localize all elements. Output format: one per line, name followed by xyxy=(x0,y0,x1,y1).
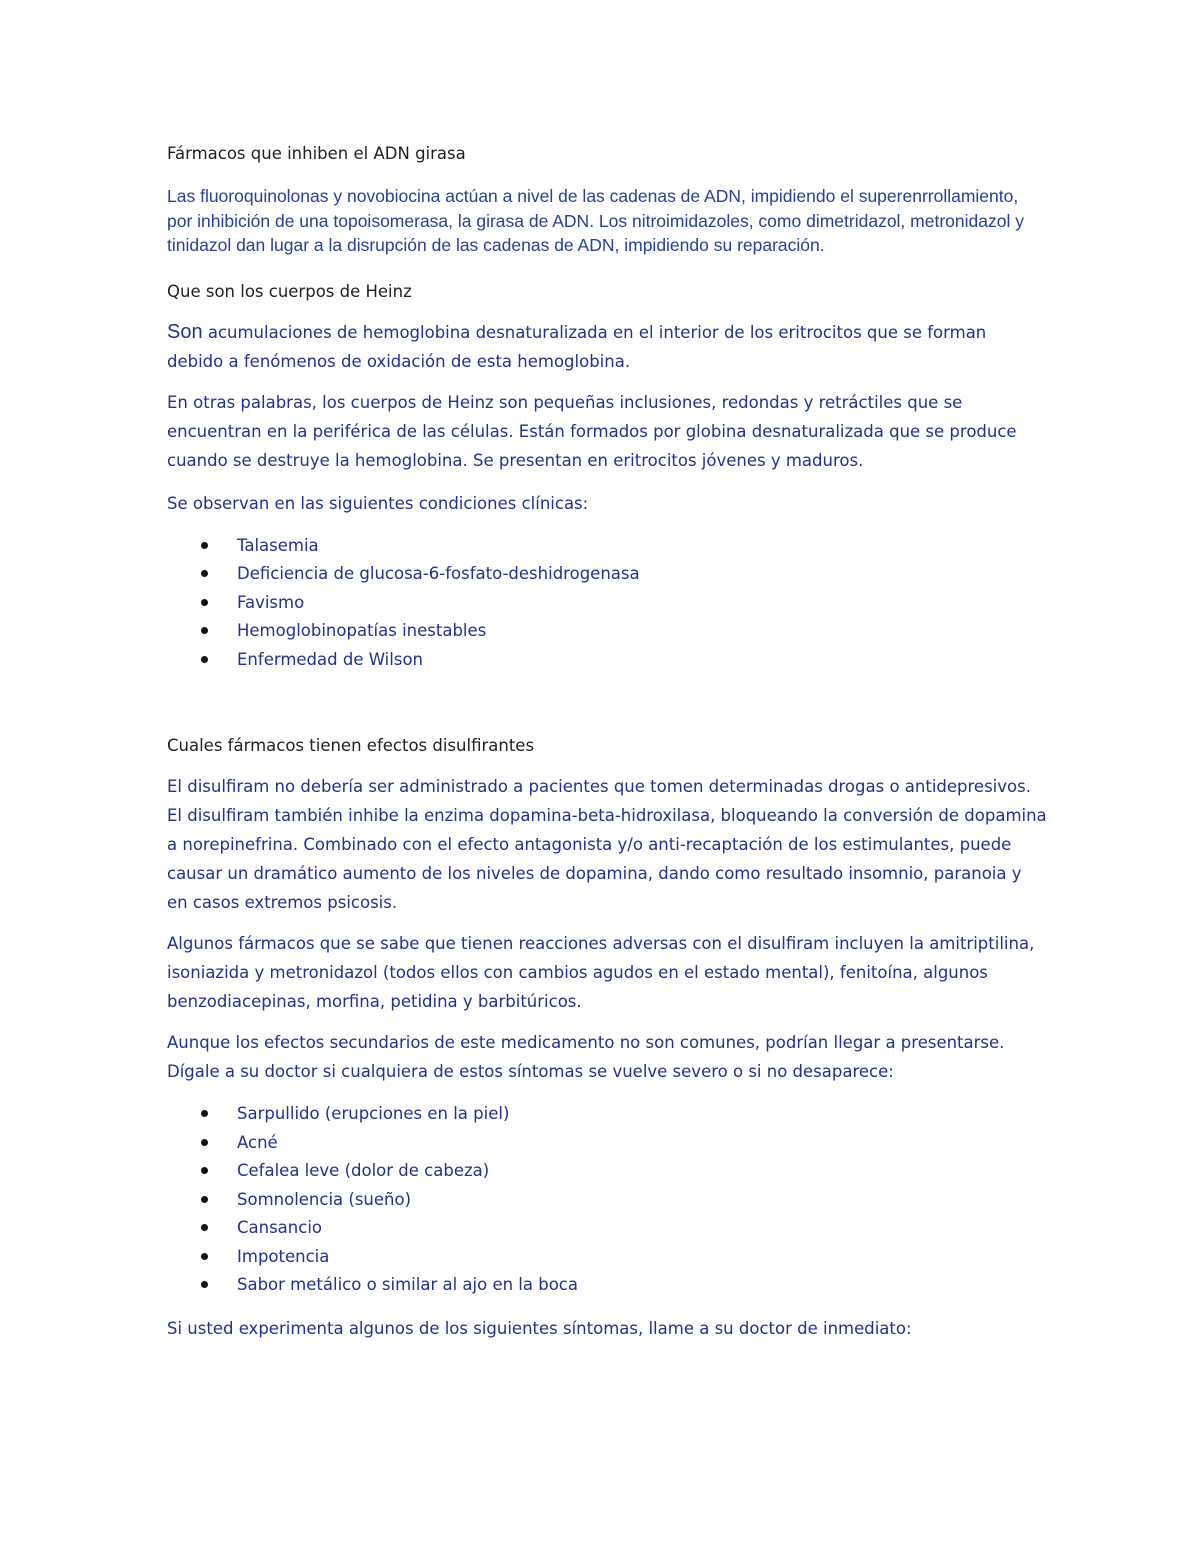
list-item: Acné xyxy=(167,1129,1047,1158)
paragraph-side-effects-intro: Aunque los efectos secundarios de este medicamento no son comunes, podrían llegar a presentarse. Dígale a su doctor si cualquiera de estos síntomas se vuelve severo o si no desaparece: xyxy=(167,1033,1005,1081)
lead-word: Son xyxy=(167,320,203,343)
section-heading-adn-girasa: Fármacos que inhiben el ADN girasa xyxy=(167,144,466,163)
list-item: Sarpullido (erupciones en la piel) xyxy=(167,1100,1047,1129)
bullet-icon xyxy=(201,599,208,606)
bullet-icon xyxy=(201,1139,208,1146)
paragraph-heinz-conditions-intro: Se observan en las siguientes condiciones clínicas: xyxy=(167,493,589,513)
bullet-icon xyxy=(201,1224,208,1231)
paragraph-urgent-symptoms: Si usted experimenta algunos de los siguientes síntomas, llame a su doctor de inmediato: xyxy=(167,1318,912,1338)
paragraph-heinz-definition-text: acumulaciones de hemoglobina desnaturalizada en el interior de los eritrocitos que se forman debido a fenómenos de oxidación de esta hemoglobina. xyxy=(167,322,987,371)
bullet-icon xyxy=(201,1253,208,1260)
conditions-list xyxy=(167,532,1047,675)
paragraph-adn-girasa: Las fluoroquinolonas y novobiocina actúan a nivel de las cadenas de ADN, impidiendo el superenrrollamiento, por inhibición de una topoisomerasa, la girasa de ADN. Los nitroimidazoles, como dimetridazol, metronidazol y tinidazol dan lugar a la disrupción de las cadenas de ADN, impidiendo su reparación. xyxy=(167,186,1024,255)
section-heading-disulfirantes: Cuales fármacos tienen efectos disulfirantes xyxy=(167,736,535,755)
list-item: Deficiencia de glucosa-6-fosfato-deshidrogenasa xyxy=(167,560,1047,589)
paragraph-disulfiram-reactions: Algunos fármacos que se sabe que tienen reacciones adversas con el disulfiram incluyen la amitriptilina, isoniazida y metronidazol (todos ellos con cambios agudos en el estado mental), fenitoína, algunos benzodiacepinas, morfina, petidina y barbitúricos. xyxy=(167,934,1035,1011)
bullet-icon xyxy=(201,627,208,634)
list-item: Hemoglobinopatías inestables xyxy=(167,617,1047,646)
bullet-icon xyxy=(201,656,208,663)
bullet-icon xyxy=(201,542,208,549)
document-body xyxy=(167,142,1047,1343)
bullet-icon xyxy=(201,1281,208,1288)
list-item: Impotencia xyxy=(167,1243,1047,1272)
paragraph-heinz-definition xyxy=(167,318,1047,376)
list-item: Sabor metálico o similar al ajo en la boca xyxy=(167,1271,1047,1300)
list-item: Cefalea leve (dolor de cabeza) xyxy=(167,1157,1047,1186)
list-item: Cansancio xyxy=(167,1214,1047,1243)
list-item: Enfermedad de Wilson xyxy=(167,646,1047,675)
bullet-icon xyxy=(201,1110,208,1117)
bullet-icon xyxy=(201,570,208,577)
list-item: Talasemia xyxy=(167,532,1047,561)
bullet-icon xyxy=(201,1167,208,1174)
paragraph-heinz-description: En otras palabras, los cuerpos de Heinz son pequeñas inclusiones, redondas y retráctiles que se encuentran en la periférica de las células. Están formados por globina desnaturalizada que se produce cuando se destruye la hemoglobina. Se presentan en eritrocitos jóvenes y maduros. xyxy=(167,392,1017,470)
paragraph-disulfiram-intro: El disulfiram no debería ser administrado a pacientes que tomen determinadas drogas o antidepresivos. El disulfiram también inhibe la enzima dopamina-beta-hidroxilasa, bloqueando la conversión de dopamina a norepinefrina. Combinado con el efecto antagonista y/o anti-recaptación de los estimulantes, puede causar un dramático aumento de los niveles de dopamina, dando como resultado insomnio, paranoia y en casos extremos psicosis. xyxy=(167,777,1047,912)
side-effects-list xyxy=(167,1100,1047,1300)
list-item: Somnolencia (sueño) xyxy=(167,1186,1047,1215)
list-item: Favismo xyxy=(167,589,1047,618)
section-heading-heinz: Que son los cuerpos de Heinz xyxy=(167,281,412,301)
bullet-icon xyxy=(201,1196,208,1203)
